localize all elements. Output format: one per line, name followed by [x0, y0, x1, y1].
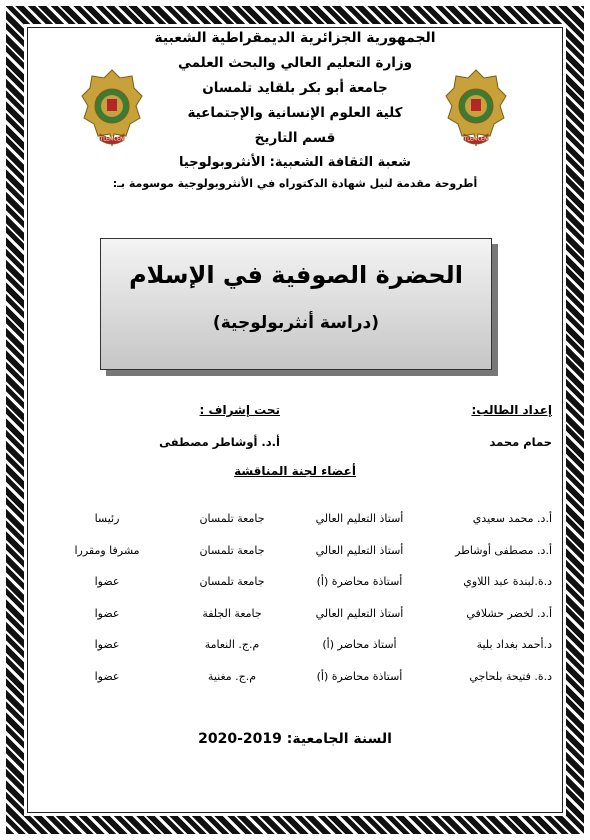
faculty-name: كلية العلوم الإنسانية والإجتماعية	[187, 105, 403, 121]
member-role: رئيسا	[94, 512, 120, 526]
svg-text:TLEMCEN: TLEMCEN	[100, 136, 124, 143]
member-rank: أستاذ التعليم العالي	[315, 543, 404, 557]
member-name: أ.د. مصطفى أوشاطر	[455, 543, 552, 557]
title-box	[100, 238, 492, 370]
member-university: م.ج. النعامة	[204, 638, 260, 652]
table-row	[42, 566, 552, 598]
member-university: جامعة الجلفة	[202, 606, 262, 620]
member-name: أ.د. لخضر حشلافي	[466, 606, 552, 620]
member-role: عضوا	[94, 669, 120, 683]
member-rank: أستاذة محاضرة (أ)	[316, 575, 403, 589]
member-name: د.ة. فتيحة بلحاجي	[469, 669, 552, 683]
student-name: حمام محمد	[489, 435, 552, 449]
table-row	[42, 661, 552, 693]
member-university: م.ج. مغنية	[207, 669, 257, 683]
svg-text:TLEMCEN: TLEMCEN	[464, 136, 488, 143]
university-name: جامعة أبو بكر بلقايد تلمسان	[202, 80, 388, 96]
thesis-cover-page	[30, 28, 560, 808]
table-row	[42, 598, 552, 630]
table-row	[42, 535, 552, 567]
member-name: أ.د. محمد سعيدي	[472, 512, 552, 526]
member-university: جامعة تلمسان	[199, 512, 265, 526]
member-role: عضوا	[94, 638, 120, 652]
member-rank: أستاذ التعليم العالي	[315, 512, 404, 526]
republic-name: الجمهورية الجزائرية الديمقراطية الشعبية	[154, 30, 436, 46]
member-name: د.أحمد بغداد بلية	[476, 638, 552, 652]
thesis-subtitle: (دراسة أنثربولوجية)	[212, 313, 380, 333]
department-name: قسم التاريخ	[254, 130, 336, 146]
member-university: جامعة تلمسان	[199, 543, 265, 557]
academic-year: السنة الجامعية: 2019-2020	[198, 731, 392, 747]
member-role: عضوا	[94, 575, 120, 589]
student-block	[352, 403, 552, 449]
thesis-title: الحضرة الصوفية في الإسلام	[129, 261, 463, 289]
member-name: د.ة.لبندة عبد اللاوي	[463, 575, 552, 589]
supervisor-block	[80, 403, 280, 449]
supervisor-name: أ.د. أوشاطر مصطفى	[159, 435, 280, 449]
member-university: جامعة تلمسان	[199, 575, 265, 589]
thesis-intro: أطروحة مقدمة لنيل شهادة الدكتوراه في الأنثروبولوجية موسومة بـ:	[112, 177, 478, 190]
table-row	[42, 629, 552, 661]
supervisor-label: تحت إشراف :	[199, 403, 280, 417]
member-rank: أستاذ محاضر (أ)	[322, 638, 397, 652]
university-seal-left-icon	[80, 68, 144, 150]
ministry-name: وزارة التعليم العالي والبحث العلمي	[177, 55, 413, 71]
member-rank: أستاذة محاضرة (أ)	[316, 669, 403, 683]
member-role: مشرفا ومقررا	[74, 543, 140, 557]
university-seal-right-icon	[444, 68, 508, 150]
student-label: إعداد الطالب:	[471, 403, 552, 417]
specialty-name: شعبة الثقافة الشعبية: الأنثروبولوجيا	[179, 155, 411, 170]
committee-list	[42, 503, 552, 692]
member-rank: أستاذ التعليم العالي	[315, 606, 404, 620]
table-row	[42, 503, 552, 535]
committee-heading: أعضاء لجنة المناقشة	[234, 464, 356, 478]
member-role: عضوا	[94, 606, 120, 620]
